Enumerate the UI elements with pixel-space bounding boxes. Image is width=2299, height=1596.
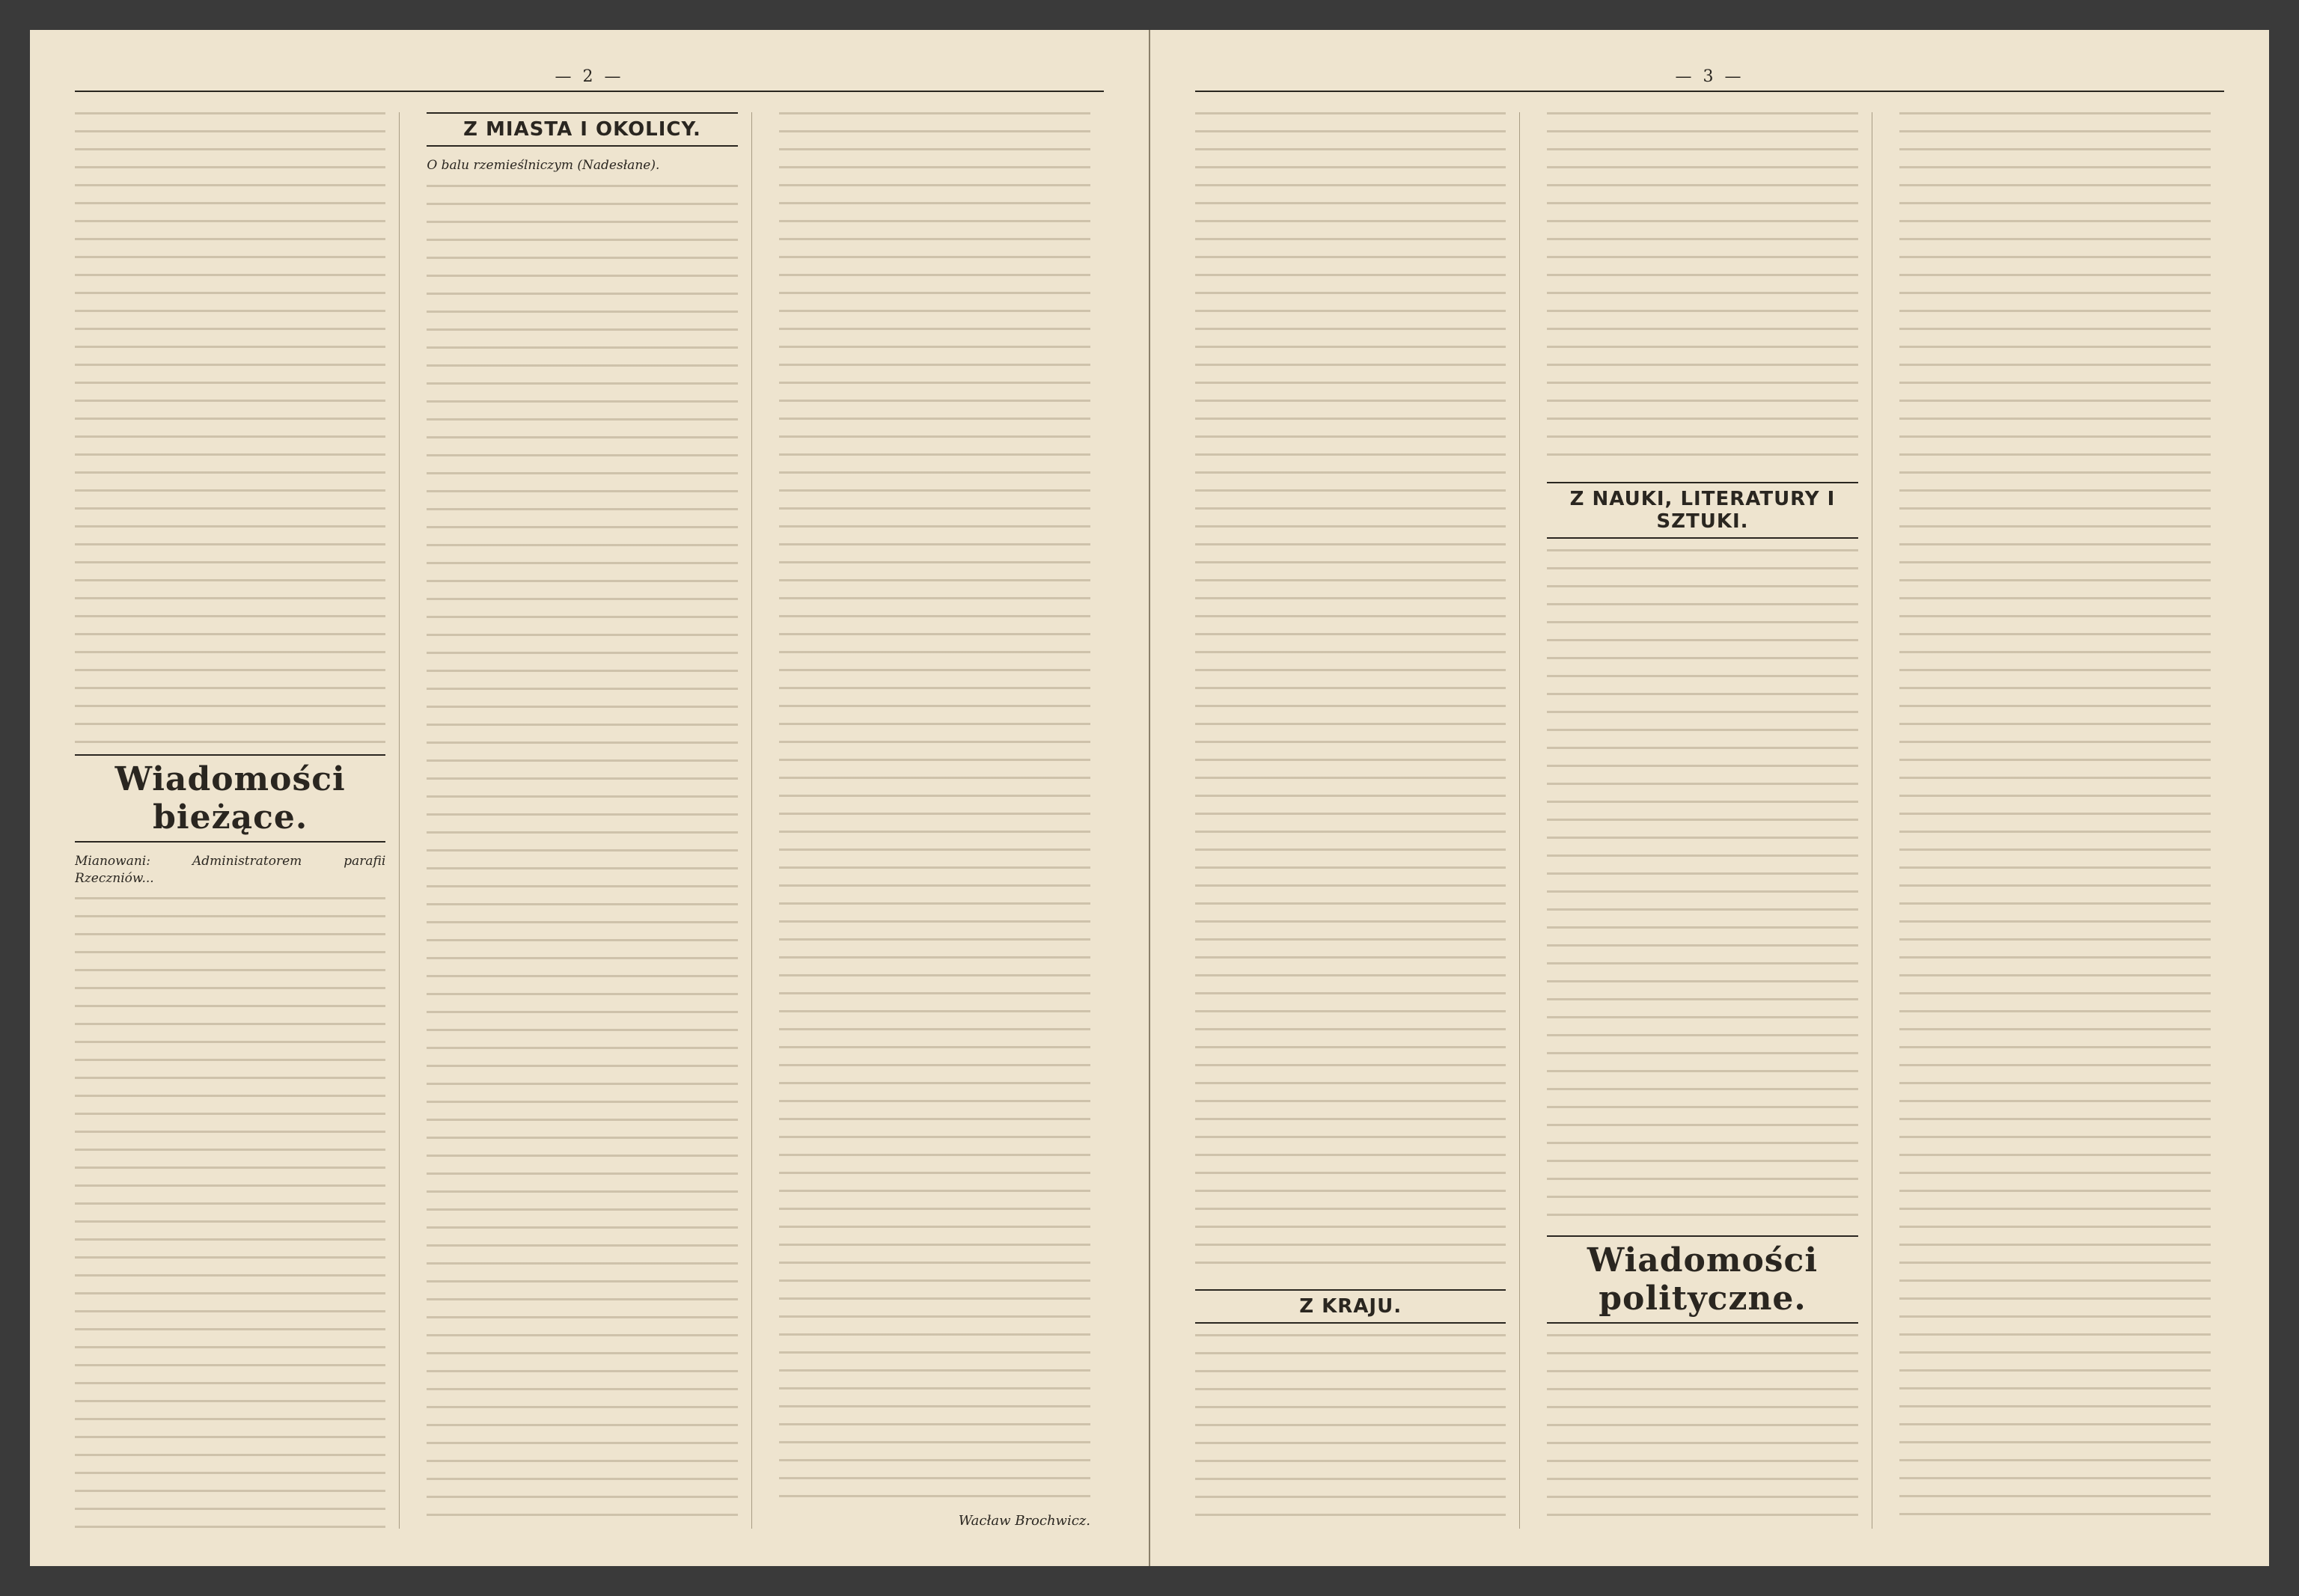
right-columns [1195,112,2224,1529]
right-page [1150,30,2269,1566]
text-block [1547,112,1857,471]
news-heading: Wiadomości bieżące. [75,754,385,843]
right-column-2 [1547,112,1872,1529]
left-column-2 [427,112,751,1529]
city-excerpt: O balu rzemieślniczym (Nadesłane). [427,158,660,173]
text-block [1899,112,2211,1529]
city-heading: Z MIASTA I OKOLICY. [427,112,737,147]
right-page-number: — 3 — [1195,67,2224,92]
left-page-number: — 2 — [75,67,1104,92]
text-block [75,112,385,744]
text-block [1195,1334,1506,1529]
left-column-3 [779,112,1104,1529]
text-block [75,897,385,1529]
newspaper-spread [30,30,2269,1566]
text-block [427,185,737,1529]
politics-heading: Wiadomości polityczne. [1547,1235,1857,1324]
text-block [1547,1334,1857,1529]
text-block [1195,112,1506,1279]
article-signature: Wacław Brochwicz. [958,1513,1090,1529]
country-heading: Z KRAJU. [1195,1289,1506,1324]
right-column-3 [1899,112,2224,1529]
text-block [1547,549,1857,1225]
left-page [30,30,1150,1566]
right-column-1 [1195,112,1520,1529]
left-column-1 [75,112,400,1529]
left-columns [75,112,1104,1529]
news-excerpt: Mianowani: Administratorem parafii Rzeczniów... [75,853,386,886]
text-block [779,112,1090,1502]
science-heading: Z NAUKI, LITERATURY I SZTUKI. [1547,482,1857,539]
